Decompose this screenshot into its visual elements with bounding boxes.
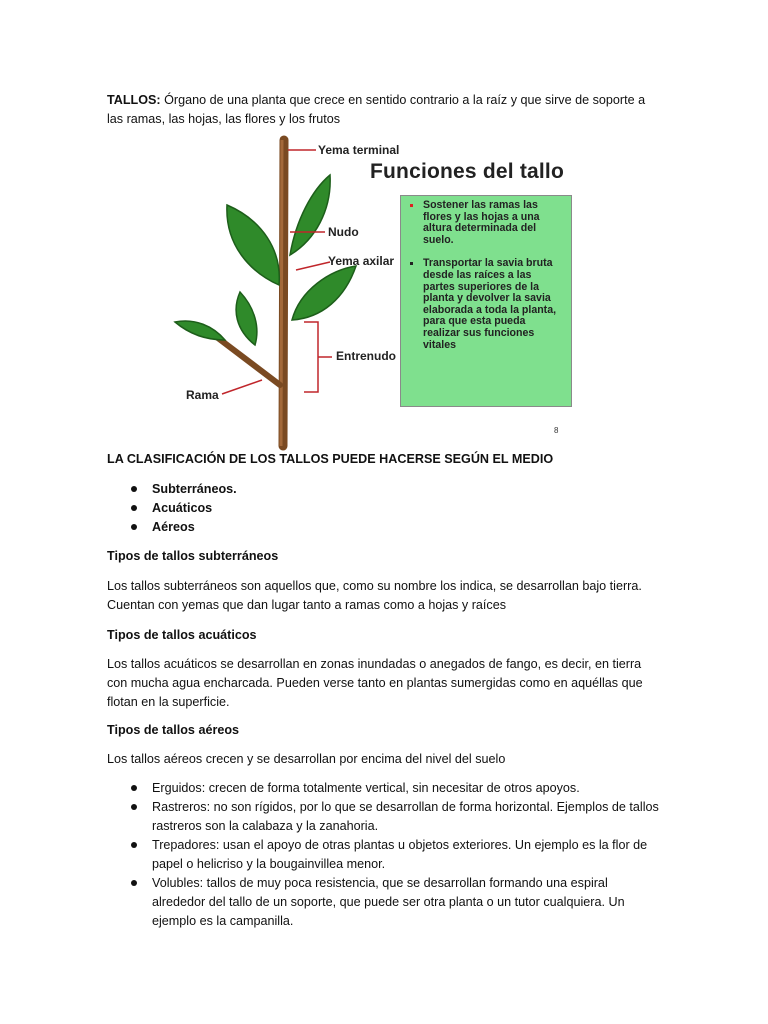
intro-term: TALLOS:: [107, 93, 161, 107]
leaf-right-lower: [292, 266, 356, 320]
slide-number: 8: [554, 426, 559, 435]
label-entrenudo: Entrenudo: [336, 349, 396, 363]
aereos-list: [107, 779, 663, 931]
leaf-right-upper: [290, 175, 330, 255]
label-yema-terminal: Yema terminal: [318, 143, 400, 157]
classification-heading: LA CLASIFICACIÓN DE LOS TALLOS PUEDE HACERSE SEGÚN EL MEDIO: [107, 452, 554, 466]
leaf-branch-tip: [175, 321, 225, 340]
list-item: Acuáticos: [107, 499, 663, 518]
subterraneos-text: Los tallos subterráneos son aquellos que, como su nombre los indica, se desarrollan bajo tierra. Cuentan con yemas que dan lugar tanto a ramas como a hojas y raíces: [107, 579, 642, 612]
figure-title: Funciones del tallo: [370, 160, 564, 183]
label-rama: Rama: [186, 388, 219, 402]
classification-list: [107, 480, 663, 537]
aereos-heading: Tipos de tallos aéreos: [107, 723, 240, 737]
pointer-rama: [222, 380, 262, 394]
functions-box: [400, 195, 572, 407]
pointer-entrenudo: [304, 322, 332, 392]
list-item: Rastreros: no son rígidos, por lo que se desarrollan de forma horizontal. Ejemplos de tallos rastreros son la calabaza y la zanahoria.: [107, 798, 663, 836]
list-item: Subterráneos.: [107, 480, 663, 499]
functions-list: [407, 200, 565, 351]
list-item: Volubles: tallos de muy poca resistencia, que se desarrollan formando una espiral alrededor del tallo de un soporte, que puede ser otra planta o un tutor cualquiera. Un ejemplo es la campanilla.: [107, 874, 663, 931]
aereos-text: Los tallos aéreos crecen y se desarrollan por encima del nivel del suelo: [107, 752, 506, 766]
acuaticos-heading: Tipos de tallos acuáticos: [107, 628, 257, 642]
pointer-yema-axilar: [296, 262, 330, 270]
leaf-branch-upper: [236, 292, 257, 345]
list-item: Trepadores: usan el apoyo de otras plantas u objetos exteriores. Un ejemplo es la flor de papel o helicriso y la bougainvillea menor.: [107, 836, 663, 874]
stem-highlight: [281, 140, 282, 446]
subterraneos-heading: Tipos de tallos subterráneos: [107, 549, 279, 563]
intro-definition: Órgano de una planta que crece en sentido contrario a la raíz y que sirve de soporte a las ramas, las hojas, las flores y los frutos: [107, 93, 646, 126]
list-item: Aéreos: [107, 518, 663, 537]
leaf-left-upper: [227, 205, 279, 285]
stem-diagram: [0, 0, 768, 460]
label-nudo: Nudo: [328, 225, 359, 239]
label-yema-axilar: Yema axilar: [328, 254, 395, 268]
function-item: Transportar la savia bruta desde las raíces a las partes superiores de la planta y devolver la savia elaborada a toda la planta, para que esta pueda realizar sus funciones vitales: [407, 258, 565, 351]
list-item: Erguidos: crecen de forma totalmente vertical, sin necesitar de otros apoyos.: [107, 779, 663, 798]
function-item: Sostener las ramas las flores y las hojas a una altura determinada del suelo.: [407, 200, 565, 246]
acuaticos-text: Los tallos acuáticos se desarrollan en zonas inundadas o anegados de fango, es decir, en tierra con mucha agua encharcada. Pueden verse tanto en plantas sumergidas como en aquéllas que flotan en la superficie.: [107, 657, 643, 709]
